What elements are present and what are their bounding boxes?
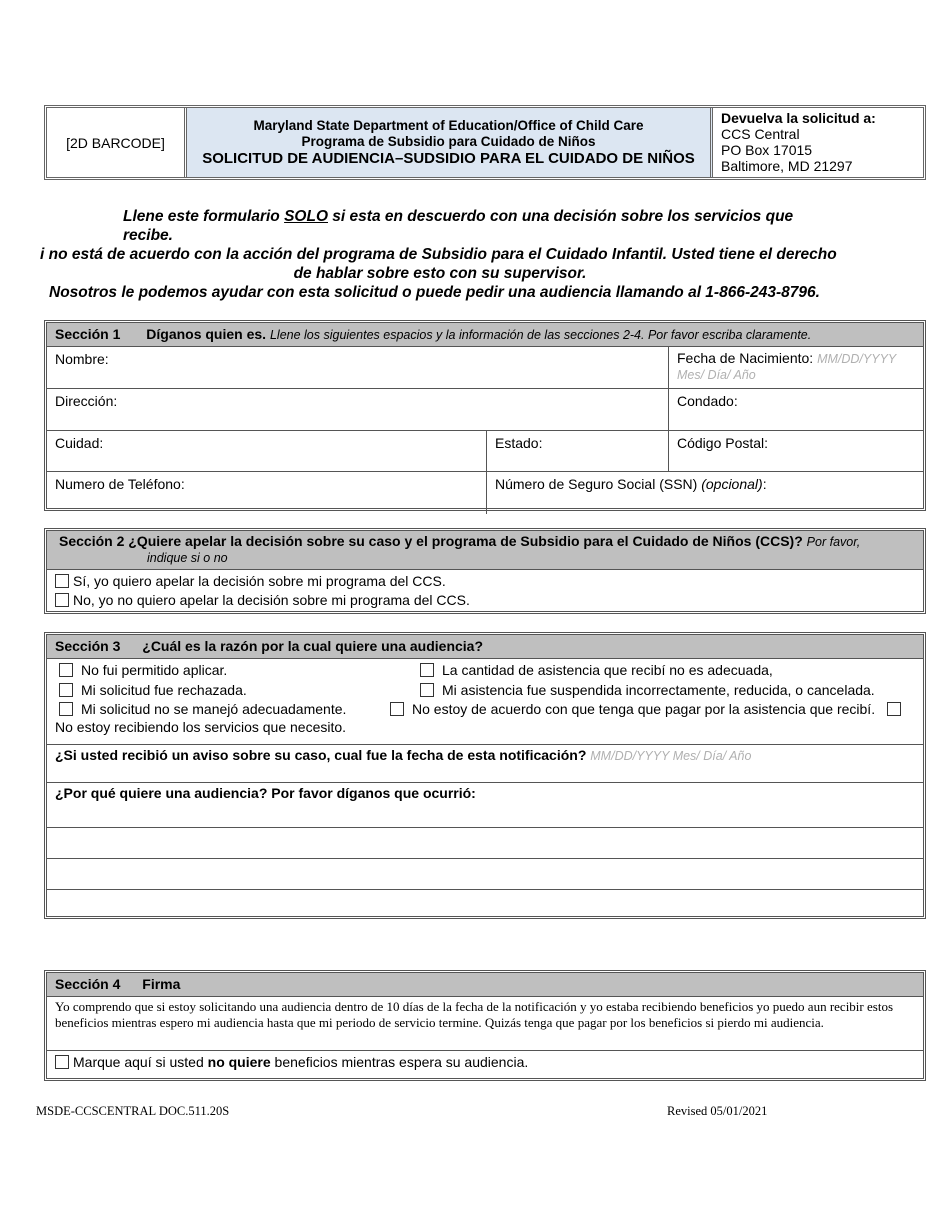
county-label: Condado: bbox=[677, 393, 738, 409]
phone-label: Numero de Teléfono: bbox=[55, 476, 185, 492]
section-3-header bbox=[47, 635, 923, 659]
section-2-label: Sección 2 bbox=[59, 533, 125, 549]
county-field[interactable] bbox=[669, 389, 923, 430]
row-name bbox=[47, 347, 923, 389]
row-city bbox=[47, 431, 923, 472]
return-title: Devuelva la solicitud a: bbox=[721, 110, 876, 126]
city-label: Cuidad: bbox=[55, 435, 104, 451]
section-4-title: Firma bbox=[142, 976, 181, 992]
state-field[interactable] bbox=[487, 431, 669, 471]
dob-label: Fecha de Nacimiento: bbox=[677, 350, 814, 366]
return-line-2: PO Box 17015 bbox=[721, 142, 813, 158]
barcode-placeholder: [2D BARCODE] bbox=[47, 108, 187, 177]
form-header bbox=[44, 105, 926, 180]
reason-pay-disagree-checkbox[interactable] bbox=[390, 702, 404, 716]
answer-line[interactable] bbox=[47, 828, 923, 859]
ssn-colon: : bbox=[762, 476, 767, 492]
section-1-instructions: Llene los siguientes espacios y la información de las secciones 2-4. Por favor escriba claramente. bbox=[269, 328, 812, 342]
appeal-yes-label: Sí, yo quiero apelar la decisión sobre mi programa del CCS. bbox=[73, 573, 446, 589]
reason-rejected-checkbox[interactable] bbox=[59, 683, 73, 697]
ssn-field[interactable] bbox=[487, 472, 923, 514]
reason-suspended[interactable] bbox=[420, 682, 875, 698]
section-1-header bbox=[47, 323, 923, 347]
reason-pay-disagree[interactable] bbox=[390, 701, 905, 717]
no-benefits-text-a: Marque aquí si usted bbox=[73, 1054, 208, 1070]
appeal-no-checkbox[interactable] bbox=[55, 593, 69, 607]
why-hearing-field[interactable] bbox=[47, 783, 923, 828]
reason-inadequate[interactable] bbox=[420, 662, 773, 678]
no-benefits-text-b: no quiere bbox=[207, 1054, 271, 1070]
reason-suspended-checkbox[interactable] bbox=[420, 683, 434, 697]
reason-suspended-label: Mi asistencia fue suspendida incorrectamente, reducida, o cancelada. bbox=[442, 682, 875, 698]
agency-name: Maryland State Department of Education/Office of Child Care bbox=[253, 117, 644, 133]
dob-hint-format: MM/DD/YYYY bbox=[817, 352, 897, 366]
why-hearing-question: ¿Por qué quiere una audiencia? Por favor díganos que ocurrió: bbox=[55, 785, 476, 801]
reason-inadequate-checkbox[interactable] bbox=[420, 663, 434, 677]
reason-not-allowed[interactable] bbox=[59, 662, 227, 678]
section-2 bbox=[44, 528, 926, 614]
consent-text: Yo comprendo que si estoy solicitando una audiencia dentro de 10 días de la fecha de la notificación y yo estaba recibiendo beneficios yo puedo aun recibir estos beneficios mientras espero mi audiencia hasta que mi periodo de servicio termine. Quizás tenga que pagar por los beneficios si pierdo mi audiencia. bbox=[47, 997, 923, 1051]
zip-label: Código Postal: bbox=[677, 435, 769, 451]
name-field[interactable] bbox=[47, 347, 669, 388]
section-2-options bbox=[47, 570, 923, 612]
reason-not-receiving-checkbox[interactable] bbox=[887, 702, 901, 716]
return-address bbox=[713, 108, 923, 177]
appeal-yes-option[interactable] bbox=[55, 572, 915, 591]
appeal-no-option[interactable] bbox=[55, 591, 915, 610]
section-3-title: ¿Cuál es la razón por la cual quiere una audiencia? bbox=[142, 638, 484, 654]
section-3-label: Sección 3 bbox=[55, 638, 121, 654]
reason-mishandled[interactable] bbox=[59, 701, 346, 717]
section-3 bbox=[44, 632, 926, 919]
answer-line[interactable] bbox=[47, 890, 923, 920]
notice-date-question: ¿Si usted recibió un aviso sobre su caso, cual fue la fecha de esta notificación? bbox=[55, 747, 587, 763]
form-title: SOLICITUD DE AUDIENCIA–SUDSIDIO PARA EL CUIDADO DE NIÑOS bbox=[202, 149, 695, 167]
notice-date-hint: MM/DD/YYYY Mes/ Día/ Año bbox=[590, 749, 752, 763]
dob-hint-spanish: Mes/ Día/ Año bbox=[677, 368, 756, 382]
no-benefits-checkbox[interactable] bbox=[55, 1055, 69, 1069]
no-benefits-text-c: beneficios mientras espera su audiencia. bbox=[270, 1054, 529, 1070]
return-line-1: CCS Central bbox=[721, 126, 800, 142]
intro-text-c: si esta en descuerdo con una decisión sobre los servicios que bbox=[328, 208, 794, 225]
phone-field[interactable] bbox=[47, 472, 487, 514]
city-field[interactable] bbox=[47, 431, 487, 471]
revision-date: Revised 05/01/2021 bbox=[667, 1104, 768, 1118]
section-2-hint-2: indique si o no bbox=[147, 551, 228, 565]
name-label: Nombre: bbox=[55, 351, 109, 367]
intro-line-4: de hablar sobre esto con su supervisor. bbox=[293, 265, 587, 282]
ssn-optional: (opcional) bbox=[701, 476, 763, 492]
section-2-hint: Por favor, bbox=[806, 535, 861, 549]
reason-mishandled-checkbox[interactable] bbox=[59, 702, 73, 716]
appeal-no-label: No, yo no quiero apelar la decisión sobre mi programa del CCS. bbox=[73, 592, 470, 608]
ssn-label: Número de Seguro Social (SSN) bbox=[495, 476, 702, 492]
row-phone bbox=[47, 472, 923, 514]
section-2-title: ¿Quiere apelar la decisión sobre su caso y el programa de Subsidio para el Cuidado de Niños (CCS)? bbox=[128, 533, 803, 549]
intro-solo: SOLO bbox=[284, 208, 328, 225]
form-title-block bbox=[187, 108, 713, 177]
section-4 bbox=[44, 970, 926, 1081]
zip-field[interactable] bbox=[669, 431, 923, 471]
section-4-label: Sección 4 bbox=[55, 976, 121, 992]
intro-line-2: recibe. bbox=[123, 227, 173, 244]
appeal-yes-checkbox[interactable] bbox=[55, 574, 69, 588]
return-line-3: Baltimore, MD 21297 bbox=[721, 158, 853, 174]
intro-line-1 bbox=[123, 207, 793, 226]
section-1-label: Sección 1 bbox=[55, 326, 121, 342]
address-field[interactable] bbox=[47, 389, 669, 430]
row-address bbox=[47, 389, 923, 431]
address-label: Dirección: bbox=[55, 393, 118, 409]
no-benefits-option[interactable] bbox=[47, 1051, 923, 1073]
reason-inadequate-label: La cantidad de asistencia que recibí no es adecuada, bbox=[442, 662, 773, 678]
dob-field[interactable] bbox=[669, 347, 923, 388]
section-4-header bbox=[47, 973, 923, 997]
section-1 bbox=[44, 320, 926, 511]
reason-options bbox=[47, 659, 923, 745]
answer-line[interactable] bbox=[47, 859, 923, 890]
intro-text-a: Llene este formulario bbox=[123, 208, 285, 225]
reason-not-allowed-checkbox[interactable] bbox=[59, 663, 73, 677]
program-name: Programa de Subsidio para Cuidado de Niños bbox=[301, 133, 596, 149]
section-2-header bbox=[47, 531, 923, 570]
document-id: MSDE-CCSCENTRAL DOC.511.20S bbox=[36, 1104, 230, 1118]
state-label: Estado: bbox=[495, 435, 543, 451]
reason-not-allowed-label: No fui permitido aplicar. bbox=[81, 662, 228, 678]
reason-not-receiving[interactable] bbox=[55, 719, 346, 735]
notice-date-field[interactable] bbox=[47, 745, 923, 783]
section-1-title: Díganos quien es. bbox=[146, 326, 267, 342]
reason-not-receiving-label: No estoy recibiendo los servicios que necesito. bbox=[55, 719, 347, 735]
reason-rejected-label: Mi solicitud fue rechazada. bbox=[81, 682, 247, 698]
intro-line-5: Nosotros le podemos ayudar con esta solicitud o puede pedir una audiencia llamando al 1-866-243-8796. bbox=[49, 284, 820, 301]
reason-mishandled-label: Mi solicitud no se manejó adecuadamente. bbox=[81, 701, 347, 717]
reason-rejected[interactable] bbox=[59, 682, 247, 698]
reason-pay-disagree-label: No estoy de acuerdo con que tenga que pagar por la asistencia que recibí. bbox=[412, 701, 876, 717]
intro-line-3: i no está de acuerdo con la acción del programa de Subsidio para el Cuidado Infantil. Usted tiene el derecho bbox=[40, 246, 837, 263]
